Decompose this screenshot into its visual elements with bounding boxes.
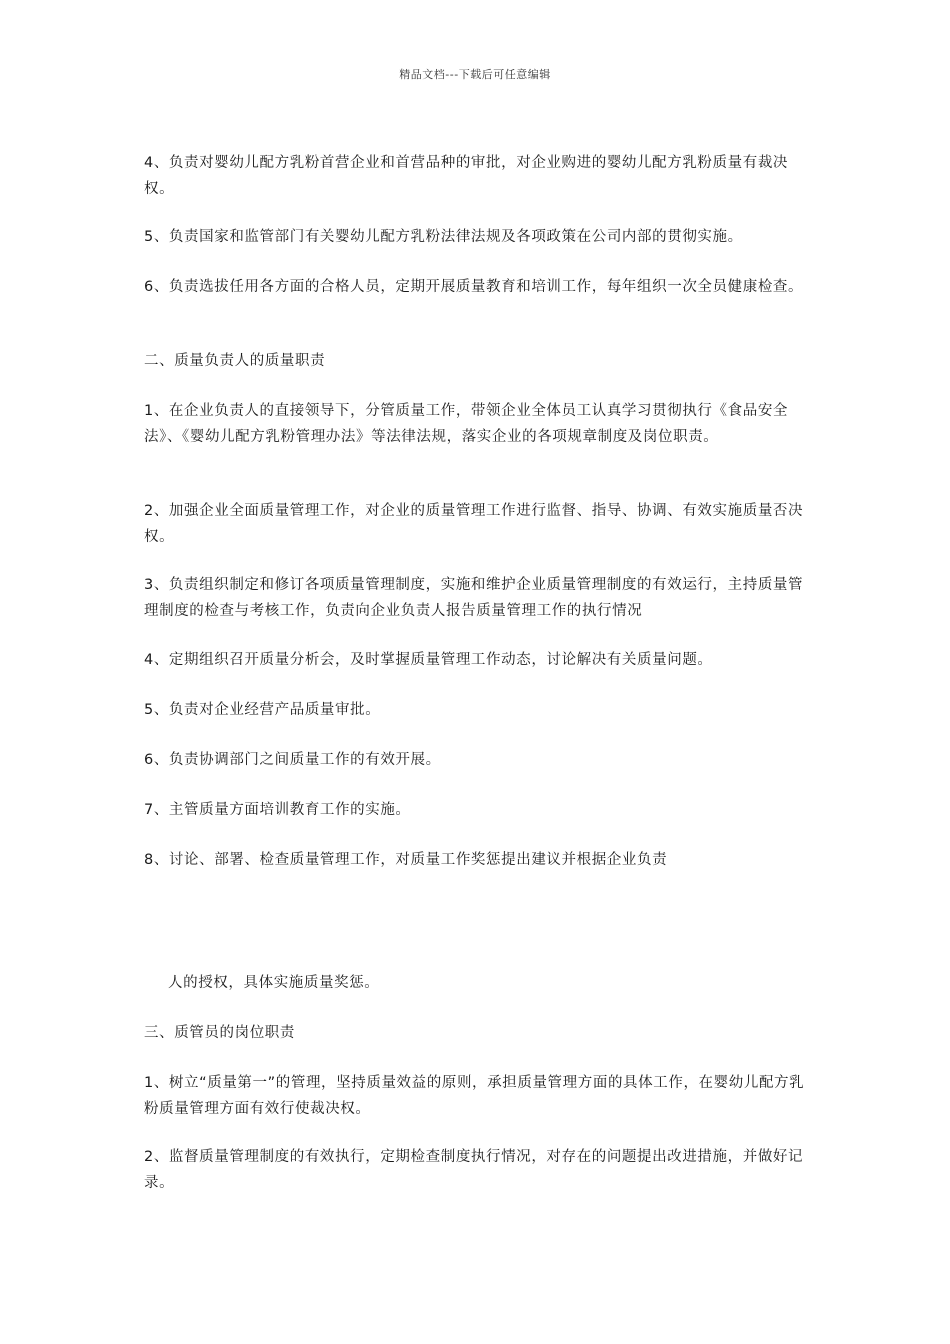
- paragraph-quality-lead-8: 8、讨论、部署、检查质量管理工作，对质量工作奖惩提出建议并根据企业负责: [144, 852, 668, 868]
- paragraph-responsibility-6: 6、负责选拔任用各方面的合格人员，定期开展质量教育和培训工作，每年组织一次全员健康检查。: [144, 279, 804, 295]
- paragraph-responsibility-4: 4、负责对婴幼儿配方乳粉首营企业和首营品种的审批，对企业购进的婴幼儿配方乳粉质量有裁决权。: [144, 155, 789, 197]
- paragraph-quality-lead-1: 1、在企业负责人的直接领导下，分管质量工作，带领企业全体员工认真学习贯彻执行《食品安全法》、《婴幼儿配方乳粉管理办法》等法律法规，落实企业的各项规章制度及岗位职责。: [144, 403, 789, 445]
- page-header: 精品文档---下载后可任意编辑: [399, 68, 551, 81]
- paragraph-quality-lead-6: 6、负责协调部门之间质量工作的有效开展。: [144, 752, 441, 768]
- paragraph-quality-lead-2: 2、加强企业全面质量管理工作，对企业的质量管理工作进行监督、指导、协调、有效实施质量否决权。: [144, 503, 804, 545]
- paragraph-quality-inspector-2: 2、监督质量管理制度的有效执行，定期检查制度执行情况，对存在的问题提出改进措施，并做好记录。: [144, 1149, 804, 1191]
- paragraph-quality-lead-4: 4、定期组织召开质量分析会，及时掌握质量管理工作动态，讨论解决有关质量问题。: [144, 652, 713, 668]
- paragraph-quality-lead-5: 5、负责对企业经营产品质量审批。: [144, 702, 381, 718]
- paragraph-quality-inspector-1: 1、树立“质量第一”的管理，坚持质量效益的原则，承担质量管理方面的具体工作，在婴幼儿配方乳粉质量管理方面有效行使裁决权。: [144, 1075, 805, 1117]
- paragraph-quality-lead-8-continued: 人的授权，具体实施质量奖惩。: [168, 975, 380, 991]
- paragraph-responsibility-5: 5、负责国家和监管部门有关婴幼儿配方乳粉法律法规及各项政策在公司内部的贯彻实施。: [144, 229, 743, 245]
- section-heading-quality-lead: 二、质量负责人的质量职责: [144, 353, 326, 369]
- paragraph-quality-lead-3: 3、负责组织制定和修订各项质量管理制度，实施和维护企业质量管理制度的有效运行，主持质量管理制度的检查与考核工作，负责向企业负责人报告质量管理工作的执行情况: [144, 577, 804, 619]
- paragraph-quality-lead-7: 7、主管质量方面培训教育工作的实施。: [144, 802, 411, 818]
- section-heading-quality-inspector: 三、质管员的岗位职责: [144, 1025, 295, 1041]
